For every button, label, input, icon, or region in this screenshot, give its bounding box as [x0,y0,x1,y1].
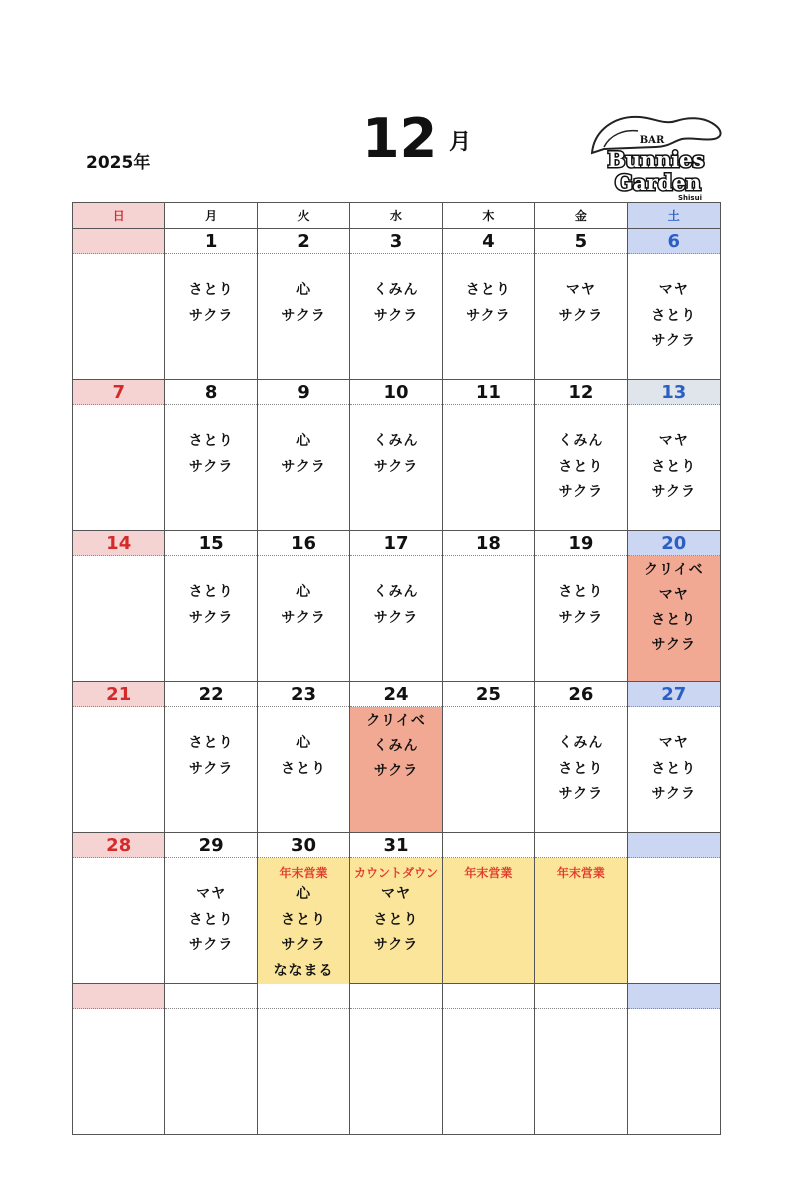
day-cell [350,833,442,984]
day-cell [258,531,350,682]
staff-name: さとり [188,282,234,298]
day-schedule [628,405,720,530]
day-number: 5 [535,229,626,254]
day-schedule [443,707,534,832]
staff-name: さとり [188,584,234,600]
staff-name: クリイベ [366,713,426,729]
day-cell [165,984,257,1135]
staff-name: さとり [465,282,511,298]
month-unit: 月 [449,130,472,155]
staff-name: マヤ [380,886,411,902]
weekday-monday: 月 [165,203,257,229]
staff-name: さとり [558,584,604,600]
day-schedule [628,707,720,832]
staff-name: サクラ [558,609,604,626]
day-number: 30 [258,833,349,858]
day-schedule [165,254,256,379]
staff-name: さとり [651,612,697,628]
staff-name: くみん [373,738,419,754]
staff-name: サクラ [281,609,326,626]
day-cell [350,531,442,682]
day-cell [628,833,720,984]
staff-name: サクラ [188,609,234,626]
day-schedule [73,858,164,983]
weekday-tuesday: 火 [258,203,350,229]
day-cell [535,682,627,833]
day-cell [258,682,350,833]
staff-name: くみん [558,735,604,751]
day-cell [628,531,720,682]
day-cell [443,229,535,380]
day-schedule [628,556,720,681]
day-number: 17 [350,531,441,556]
day-number [443,833,534,858]
day-cell [258,229,350,380]
day-schedule [350,858,441,983]
day-number: 18 [443,531,534,556]
year-label: 2025年 [86,153,151,173]
day-cell [73,380,165,531]
day-number [350,984,441,1009]
day-cell [628,380,720,531]
day-number: 15 [165,531,256,556]
day-note: 年末営業 [279,866,328,880]
day-number: 6 [628,229,720,254]
day-schedule [258,1009,349,1135]
staff-name: さとり [188,433,234,449]
day-number: 25 [443,682,534,707]
day-schedule [443,556,534,681]
day-note: 年末営業 [556,866,605,880]
day-schedule [535,1009,626,1135]
day-schedule [73,556,164,681]
staff-name: くみん [373,584,419,600]
staff-name: サクラ [651,484,696,500]
day-number [535,833,626,858]
day-number: 8 [165,380,256,405]
day-note: カウントダウン [353,866,438,880]
day-schedule [535,707,626,832]
day-number [628,984,720,1009]
staff-name: 心 [296,282,312,298]
day-number: 22 [165,682,256,707]
day-number [628,833,720,858]
staff-name: サクラ [373,937,419,953]
logo-bar-text: BAR [639,135,665,146]
day-number [73,229,164,254]
bar-logo [584,107,726,203]
day-schedule [628,858,720,983]
day-schedule [258,405,349,530]
month-title [362,107,472,170]
staff-name: サクラ [188,937,234,953]
logo-shisui-text: Shisui [678,194,702,202]
staff-name: サクラ [558,484,604,500]
day-cell [73,229,165,380]
day-schedule [73,1009,164,1135]
day-number: 20 [628,531,720,556]
day-cell [258,380,350,531]
staff-name: サクラ [373,458,419,475]
day-cell [165,531,257,682]
day-number [443,984,534,1009]
day-cell [628,984,720,1135]
staff-name: マヤ [658,282,689,298]
day-schedule [535,858,626,983]
day-schedule [73,707,164,832]
day-cell [628,682,720,833]
day-schedule [258,556,349,681]
day-cell [443,682,535,833]
staff-name: サクラ [281,458,326,475]
staff-name: さとり [188,735,234,751]
day-cell [350,682,442,833]
day-schedule [73,405,164,530]
day-number [165,984,256,1009]
day-schedule [350,1009,441,1135]
day-number: 28 [73,833,164,858]
day-schedule [350,707,441,832]
day-cell [443,380,535,531]
staff-name: ななまる [273,962,334,979]
staff-name: マヤ [565,282,596,298]
weekday-thursday: 木 [443,203,535,229]
day-number: 4 [443,229,534,254]
day-number: 10 [350,380,441,405]
day-cell [165,833,257,984]
day-number: 27 [628,682,720,707]
day-number: 1 [165,229,256,254]
day-schedule [258,858,349,984]
staff-name: さとり [281,911,327,928]
staff-name: サクラ [188,760,234,777]
staff-name: マヤ [658,433,689,449]
day-number: 31 [350,833,441,858]
day-cell [73,531,165,682]
day-number: 3 [350,229,441,254]
day-cell [535,833,627,984]
staff-name: 心 [296,433,312,449]
day-cell [443,833,535,984]
staff-name: サクラ [188,307,234,324]
staff-name: サクラ [281,937,326,953]
day-number: 29 [165,833,256,858]
day-schedule [258,707,349,832]
logo-garden-text: Garden [615,170,701,195]
day-schedule [350,556,441,681]
day-number: 2 [258,229,349,254]
staff-name: 心 [296,735,312,751]
day-cell [350,380,442,531]
day-cell [443,531,535,682]
staff-name: サクラ [466,307,511,324]
day-cell [73,984,165,1135]
staff-name: くみん [373,433,419,449]
day-number: 13 [628,380,720,405]
staff-name: サクラ [373,609,419,626]
staff-name: サクラ [281,307,326,324]
staff-name: さとり [558,760,604,777]
staff-name: くみん [373,282,419,298]
day-schedule [165,556,256,681]
month-number: 12 [362,107,438,170]
day-number: 23 [258,682,349,707]
staff-name: サクラ [651,786,696,802]
day-number: 21 [73,682,164,707]
day-number: 24 [350,682,441,707]
staff-name: さとり [558,458,604,475]
day-cell [73,833,165,984]
day-schedule [443,1009,534,1135]
staff-name: さとり [281,760,327,777]
staff-name: さとり [651,760,697,777]
day-number: 16 [258,531,349,556]
day-schedule [535,405,626,530]
day-cell [535,380,627,531]
staff-name: くみん [558,433,604,449]
day-schedule [165,858,256,983]
day-cell [350,229,442,380]
day-schedule [628,1009,720,1135]
weekday-saturday: 土 [628,203,720,229]
staff-name: 心 [296,584,312,600]
staff-name: さとり [373,911,419,928]
day-schedule [73,254,164,379]
day-schedule [443,858,534,983]
day-number [73,984,164,1009]
staff-name: サクラ [651,333,696,349]
day-schedule [535,254,626,379]
day-schedule [443,254,534,379]
day-number: 19 [535,531,626,556]
logo-bunnies-text: Bunnies [607,147,705,172]
day-number: 7 [73,380,164,405]
day-schedule [165,1009,256,1135]
day-note: 年末営業 [464,866,513,880]
day-number: 12 [535,380,626,405]
weekday-friday: 金 [535,203,627,229]
day-schedule [535,556,626,681]
day-schedule [628,254,720,379]
day-number: 26 [535,682,626,707]
day-cell [73,682,165,833]
staff-name: クリイベ [643,562,704,578]
weekday-wednesday: 水 [350,203,442,229]
day-cell [165,229,257,380]
day-number [535,984,626,1009]
staff-name: サクラ [651,637,696,653]
staff-name: さとり [651,307,697,324]
day-cell [443,984,535,1135]
day-number: 9 [258,380,349,405]
day-schedule [165,707,256,832]
day-cell [535,531,627,682]
day-cell [258,984,350,1135]
day-cell [350,984,442,1135]
day-number [258,984,349,1009]
calendar-grid [72,202,721,1135]
staff-name: さとり [188,911,234,928]
staff-name: サクラ [373,763,419,779]
day-cell [165,380,257,531]
staff-name: マヤ [658,587,689,603]
day-cell [165,682,257,833]
staff-name: サクラ [558,786,604,802]
staff-name: サクラ [558,307,604,324]
staff-name: 心 [296,886,312,902]
day-cell [628,229,720,380]
day-cell [258,833,350,984]
day-cell [535,229,627,380]
day-number: 14 [73,531,164,556]
day-number: 11 [443,380,534,405]
day-schedule [165,405,256,530]
day-cell [535,984,627,1135]
day-schedule [258,254,349,379]
day-schedule [443,405,534,530]
day-schedule [350,405,441,530]
staff-name: サクラ [373,307,419,324]
day-schedule [350,254,441,379]
weekday-sunday: 日 [73,203,165,229]
staff-name: マヤ [658,735,689,751]
staff-name: マヤ [196,886,227,902]
staff-name: さとり [651,458,697,475]
staff-name: サクラ [188,458,234,475]
